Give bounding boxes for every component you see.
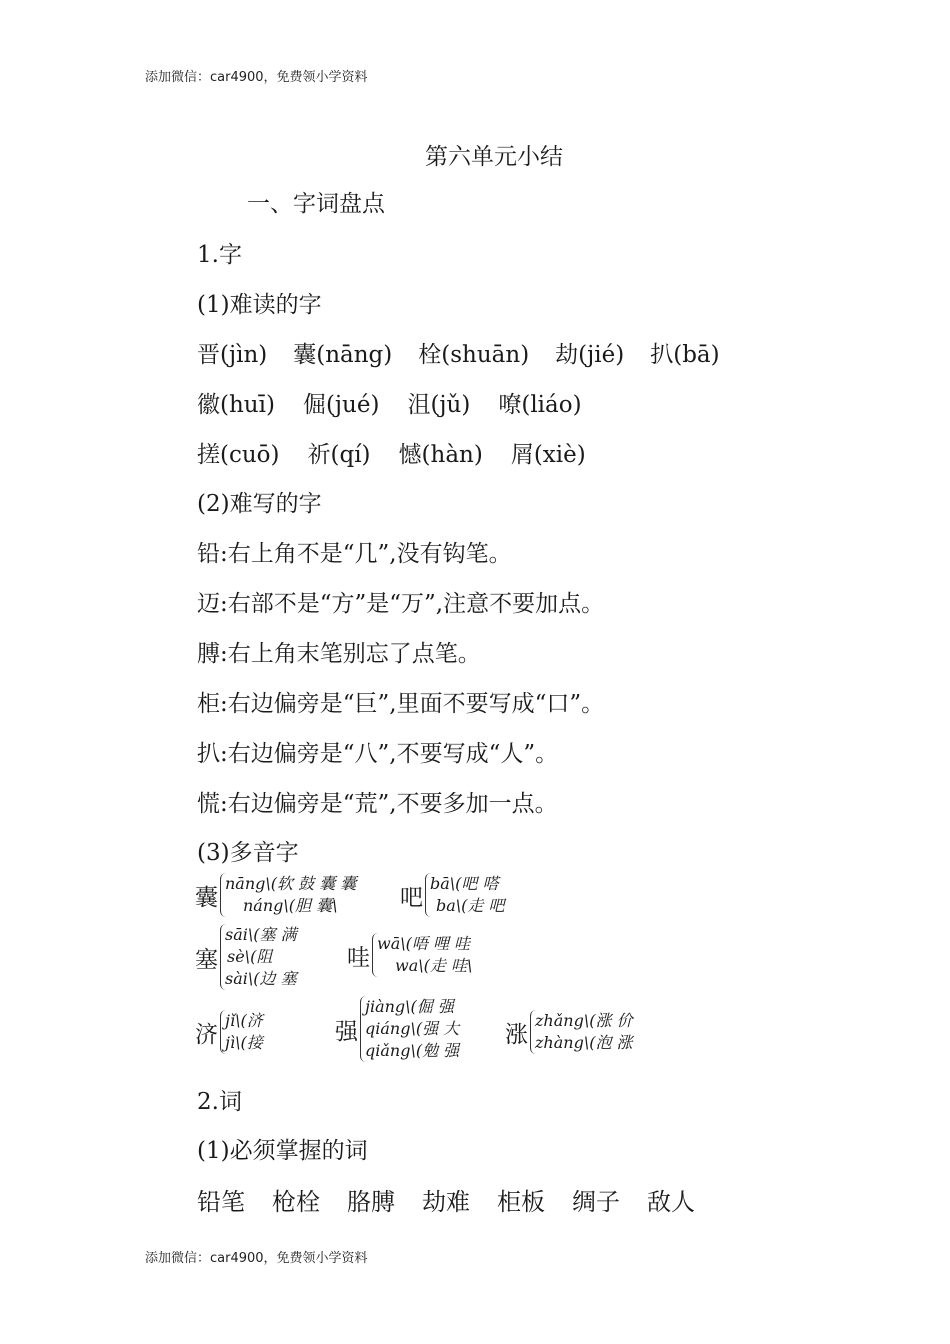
polyphone-char: 强 <box>335 1018 358 1045</box>
polyphone-char: 塞 <box>195 946 218 973</box>
polyphone-nang <box>195 873 375 917</box>
section-heading: 一、字词盘点 <box>247 191 385 217</box>
hard-read-row <box>197 436 614 469</box>
pinyin-item: 屑(xiè) <box>510 442 586 468</box>
word-item: 胳膊 <box>347 1188 395 1216</box>
polyphone-brace <box>372 933 507 977</box>
word-item: 柜板 <box>497 1188 545 1216</box>
polyphone-reading: sāi\(塞 满 <box>225 925 297 944</box>
word-item: 劫难 <box>422 1188 470 1216</box>
pinyin-item: 沮(jǔ) <box>407 392 471 418</box>
hard-read-row <box>197 386 610 419</box>
must-words-title: (1)必须掌握的词 <box>197 1138 368 1164</box>
polyphone-reading: náng\(胆 囊\ <box>243 896 338 915</box>
polyphone-char: 涨 <box>505 1021 528 1048</box>
pinyin-item: 晋(jìn) <box>197 342 268 368</box>
polyphone-ji <box>195 1010 285 1054</box>
polyphone-reading: wa\(走 哇\ <box>395 956 473 975</box>
polyphone-reading: jì\(接 <box>225 1033 263 1052</box>
polyphone-brace <box>425 873 538 917</box>
polyphone-brace <box>220 1010 285 1054</box>
polyphone-reading: wā\(唔 哩 哇 <box>377 934 471 953</box>
pinyin-item: 搓(cuō) <box>197 442 280 468</box>
must-words-row <box>197 1182 722 1217</box>
hard-write-line: 膊:右上角末笔别忘了点笔。 <box>197 641 481 667</box>
polyphone-ba <box>400 873 538 917</box>
footer-note: 添加微信：car4900，免费领小学资料 <box>145 1251 368 1266</box>
polyphone-reading: zhàng\(泡 涨 <box>535 1033 633 1052</box>
pinyin-item: 倔(jué) <box>302 392 380 418</box>
polyphone-reading: qiáng\(强 大 <box>365 1019 460 1038</box>
header-note: 添加微信：car4900，免费领小学资料 <box>145 70 368 85</box>
polyphone-brace <box>220 873 375 917</box>
pinyin-item: 憾(hàn) <box>398 442 483 468</box>
pinyin-item: 扒(bā) <box>650 342 720 368</box>
polyphone-qiang <box>335 996 483 1062</box>
hard-write-line: 迈:右部不是“方”是“万”,注意不要加点。 <box>197 591 605 617</box>
polyphone-reading: sài\(边 塞 <box>225 969 297 988</box>
polyphone-title: (3)多音字 <box>197 840 299 866</box>
pinyin-item: 嘹(liáo) <box>498 392 582 418</box>
polyphone-reading: sè\(阻 <box>227 947 273 966</box>
polyphone-reading: ba\(走 吧 <box>436 896 505 915</box>
polyphone-reading: jiàng\(倔 强 <box>365 997 454 1016</box>
polyphone-char: 哇 <box>347 944 370 971</box>
subheading-zi: 1.字 <box>197 242 242 268</box>
pinyin-item: 囊(nāng) <box>293 342 393 368</box>
word-item: 绸子 <box>572 1188 620 1216</box>
polyphone-reading: bā\(吧 嗒 <box>430 874 499 893</box>
polyphone-reading: nāng\(软 鼓 囊 囊 <box>225 874 357 893</box>
hard-write-title: (2)难写的字 <box>197 491 322 517</box>
hard-read-title: (1)难读的字 <box>197 292 322 318</box>
subheading-ci: 2.词 <box>197 1089 242 1115</box>
polyphone-brace <box>530 1010 659 1054</box>
polyphone-zhang <box>505 1010 659 1054</box>
hard-write-line: 慌:右边偏旁是“荒”,不要多加一点。 <box>197 791 558 817</box>
pinyin-item: 徽(huī) <box>197 392 275 418</box>
hard-read-row <box>197 336 746 369</box>
pinyin-item: 劫(jié) <box>555 342 625 368</box>
polyphone-sai <box>195 924 321 990</box>
hard-write-line: 柜:右边偏旁是“巨”,里面不要写成“口”。 <box>197 691 605 717</box>
word-item: 铅笔 <box>197 1188 245 1216</box>
polyphone-reading: qiǎng\(勉 强 <box>365 1041 460 1060</box>
polyphone-char: 济 <box>195 1021 218 1048</box>
polyphone-brace <box>220 924 321 990</box>
polyphone-reading: jǐ\(济 <box>225 1011 263 1030</box>
polyphone-char: 囊 <box>195 884 218 911</box>
word-item: 枪栓 <box>272 1188 320 1216</box>
polyphone-brace <box>360 996 483 1062</box>
hard-write-line: 铅:右上角不是“几”,没有钩笔。 <box>197 541 512 567</box>
polyphone-char: 吧 <box>400 884 423 911</box>
polyphone-wa <box>347 933 507 977</box>
page-title: 第六单元小结 <box>425 144 563 170</box>
pinyin-item: 栓(shuān) <box>418 342 530 368</box>
word-item: 敌人 <box>647 1188 695 1216</box>
hard-write-line: 扒:右边偏旁是“八”,不要写成“人”。 <box>197 741 559 767</box>
polyphone-reading: zhǎng\(涨 价 <box>535 1011 633 1030</box>
pinyin-item: 祈(qí) <box>307 442 371 468</box>
